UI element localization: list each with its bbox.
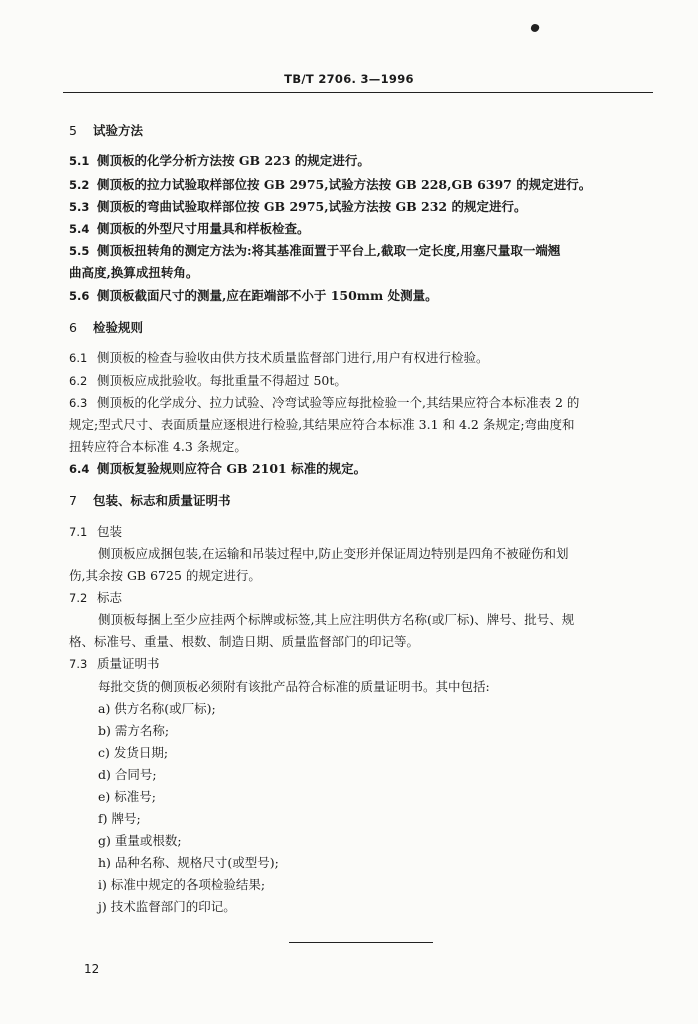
list-item: b) 需方名称; (98, 723, 170, 738)
list-item: e) 标准号; (98, 789, 156, 804)
clause-6-3-continued: 规定;型式尺寸、表面质量应逐根进行检验,其结果应符合本标准 3.1 和 4.2 条规定;弯曲度和 (69, 417, 575, 432)
section-title: 包装、标志和质量证明书 (93, 493, 231, 508)
header-rule (63, 92, 653, 93)
list-item: g) 重量或根数; (98, 833, 182, 848)
clause-7-1-title: 7.1 包装 (69, 524, 123, 539)
clause-5-2: 5.2 侧顶板的拉力试验取样部位按 GB 2975,试验方法按 GB 228,GB 6397 的规定进行。 (69, 177, 592, 192)
clause-7-2-text: 侧顶板每捆上至少应挂两个标牌或标签,其上应注明供方名称(或厂标)、牌号、批号、规 (98, 612, 575, 627)
scan-speck (530, 23, 540, 33)
section-number: 5 (69, 123, 77, 138)
clause-7-3-intro: 每批交货的侧顶板必须附有该批产品符合标准的质量证明书。其中包括: (98, 679, 490, 694)
section-title: 试验方法 (93, 123, 144, 138)
clause-6-3-continued-2: 扭转应符合本标准 4.3 条规定。 (69, 439, 247, 454)
footer-rule (289, 942, 433, 943)
clause-5-3: 5.3 侧顶板的弯曲试验取样部位按 GB 2975,试验方法按 GB 232 的规定进行。 (69, 199, 527, 214)
list-item: f) 牌号; (98, 811, 141, 826)
clause-5-6: 5.6 侧顶板截面尺寸的测量,应在距端部不小于 150mm 处测量。 (69, 288, 438, 303)
clause-6-2: 6.2 侧顶板应成批验收。每批重量不得超过 50t。 (69, 373, 347, 388)
section-7-heading (69, 491, 231, 509)
clause-6-4: 6.4 侧顶板复验规则应符合 GB 2101 标准的规定。 (69, 461, 367, 476)
list-item: a) 供方名称(或厂标); (98, 701, 216, 716)
clause-7-1-text: 侧顶板应成捆包装,在运输和吊装过程中,防止变形并保证周边特别是四角不被碰伤和划 (98, 546, 569, 561)
clause-7-2-title: 7.2 标志 (69, 590, 123, 605)
section-number: 6 (69, 320, 77, 335)
section-5-heading (69, 121, 143, 139)
clause-5-5: 5.5 侧顶板扭转角的测定方法为:将其基准面置于平台上,截取一定长度,用塞尺量取一端翘 (69, 243, 561, 258)
clause-6-3: 6.3 侧顶板的化学成分、拉力试验、冷弯试验等应每批检验一个,其结果应符合本标准表 2 的 (69, 395, 580, 410)
standard-code: TB/T 2706. 3—1996 (284, 72, 414, 86)
page-number: 12 (84, 962, 100, 976)
list-item: i) 标准中规定的各项检验结果; (98, 877, 266, 892)
clause-6-1: 6.1 侧顶板的检查与验收由供方技术质量监督部门进行,用户有权进行检验。 (69, 350, 489, 365)
section-number: 7 (69, 493, 77, 508)
clause-5-1: 5.1 侧顶板的化学分析方法按 GB 223 的规定进行。 (69, 153, 370, 168)
list-item: d) 合同号; (98, 767, 157, 782)
clause-5-5-continued: 曲高度,换算成扭转角。 (69, 265, 199, 280)
list-item: c) 发货日期; (98, 745, 169, 760)
clause-7-1-continued: 伤,其余按 GB 6725 的规定进行。 (69, 568, 261, 583)
clause-5-4: 5.4 侧顶板的外型尺寸用量具和样板检查。 (69, 221, 310, 236)
clause-7-3-title: 7.3 质量证明书 (69, 656, 160, 671)
section-title: 检验规则 (93, 320, 144, 335)
list-item: j) 技术监督部门的印记。 (98, 899, 236, 914)
section-6-heading (69, 318, 143, 336)
clause-7-2-continued: 格、标准号、重量、根数、制造日期、质量监督部门的印记等。 (69, 634, 420, 649)
list-item: h) 品种名称、规格尺寸(或型号); (98, 855, 279, 870)
